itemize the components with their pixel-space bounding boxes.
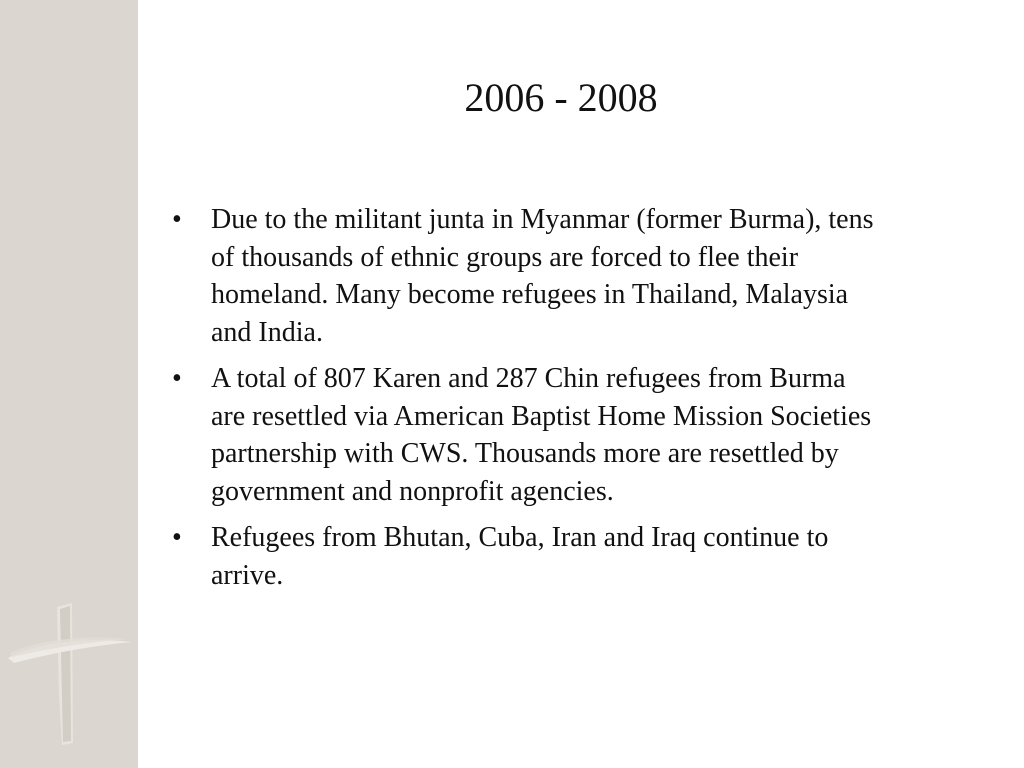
bullet-item xyxy=(166,519,886,594)
slide-title: 2006 - 2008 xyxy=(464,75,658,120)
bullet-marker: • xyxy=(172,522,182,553)
bullet-marker: • xyxy=(172,204,182,235)
cross-icon xyxy=(0,595,138,755)
bullet-text: A total of 807 Karen and 287 Chin refugees from Burma are resettled via American Baptist Home Mission Societies partnership with CWS. Thousands more are resettled by government and nonprofit agencies. xyxy=(211,363,872,507)
bullet-text: Due to the militant junta in Myanmar (former Burma), tens of thousands of ethnic groups are forced to flee their homeland. Many become refugees in Thailand, Malaysia and India. xyxy=(211,204,874,348)
bullet-marker: • xyxy=(172,363,182,394)
bullet-list xyxy=(166,201,886,603)
bullet-item xyxy=(166,360,886,510)
bullet-item xyxy=(166,201,886,351)
left-sidebar-band xyxy=(0,0,138,768)
bullet-text: Refugees from Bhutan, Cuba, Iran and Iraq continue to arrive. xyxy=(211,522,829,591)
